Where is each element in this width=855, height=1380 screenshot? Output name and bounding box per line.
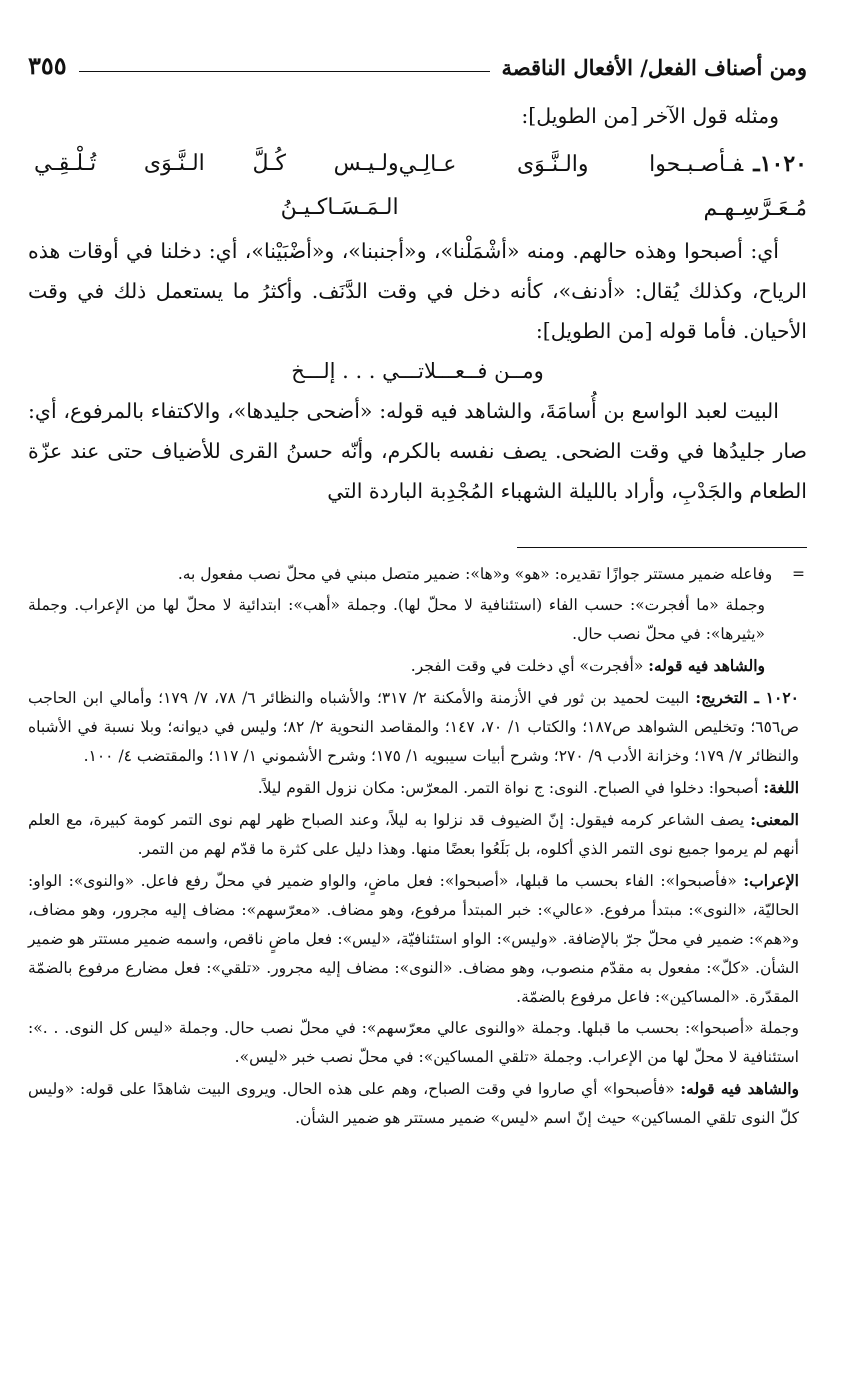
irab-text: «فأصبحوا»: الفاء بحسب ما قبلها، «أصبحوا»: فعل ماضٍ، والواو ضمير في محلّ رفع فاعل. «والنوى»: الواو: الحاليّة، «النوى»: مبتدأ مرفوع. «عالي»: خبر المبتدأ مرفوع، وهو مضاف. «معرّسهم»: مضاف إليه مجرور، وهو مضاف، و«هم»: ضمير في محلّ جرّ بالإضافة. «وليس»: الواو استئنافيّة، «ليس»: فعل ماضٍ ناقص، واسمه ضمير مستتر هو ضمير الشأن. «كلّ»: مفعول به مقدّم منصوب، وهو مضاف. «النوى»: مضاف إليه مجرور. «تلقي»: فعل مضارع مرفوع بالضمّة المقدّرة. «المساكين»: فاعل مرفوع بالضمّة. xyxy=(28,872,799,1006)
intro-line: ومثله قول الآخر [من الطويل]: xyxy=(521,104,779,128)
mana-label: المعنى: xyxy=(750,810,799,829)
footnote-separator xyxy=(517,547,807,548)
note-shahid-2 xyxy=(28,1074,805,1133)
shahid-label-1: والشاهد فيه قوله: xyxy=(648,656,765,675)
mana-text: يصف الشاعر كرمه فيقول: إنّ الضيوف قد نزلوا به ليلاً، وعند الصباح ظهر لهم نوى التمر كومة كبيرة، مع العلم أنهم لم يرموا جميع نوى التمر الذي أكلوه، بل بَلَعُوا بعضًا منها. وهذا دليل على كثرة ما قدّم لهم من التمر. xyxy=(28,811,799,858)
shahid-text-2: «فأصبحوا» أي صاروا في وقت الصباح، وهم على هذه الحال. ويروى البيت شاهدًا على قوله: «وليس كلّ النوى تلقي المساكين» حيث إنّ اسم «ليس» ضمير مستتر هو ضمير الشأن. xyxy=(28,1080,799,1127)
shahid-text-1: «أفجرت» أي دخلت في وقت الفجر. xyxy=(410,657,644,675)
note-shahid-1 xyxy=(28,651,805,681)
shahid-label-2: والشاهد فيه قوله: xyxy=(680,1079,799,1098)
verse-second-hemistich: ولـيـس كُـلَّ الـنَّـوَى تُـلْـقِـي الـمَـسَـاكـيـنُ xyxy=(34,151,399,220)
main-text xyxy=(28,96,807,511)
verse-first-hemistich xyxy=(399,142,807,231)
note-jumla-1: وجملة «ما أفجرت»: حسب الفاء (استئنافية لا محلّ لها). وجملة «أهب»: ابتدائية لا محلّ لها من الإعراب. وجملة «يثيرها»: في محلّ نصب حال. xyxy=(28,596,765,643)
lugha-label: اللغة: xyxy=(763,778,799,797)
running-title: ومن أصناف الفعل/ الأفعال الناقصة xyxy=(501,55,807,80)
note-continuation xyxy=(28,560,805,589)
continuation-mark: = xyxy=(792,565,805,583)
note-mana xyxy=(28,805,805,864)
page-header xyxy=(28,40,807,80)
verse-2: ومــن فــعـــلاتـــي . . . إلـــخ xyxy=(291,359,544,383)
note-irab xyxy=(28,866,805,1012)
note-jumla-2: وجملة «أصبحوا»: بحسب ما قبلها. وجملة «والنوى عالي معرّسهم»: في محلّ نصب حال. وجملة «ليس كل النوى. . .»: استئنافية لا محلّ لها من الإعراب. وجملة «تلقي المساكين»: في محلّ نصب خبر «ليس». xyxy=(28,1019,799,1066)
verse-1020 xyxy=(28,142,807,231)
header-rule xyxy=(79,71,490,72)
verse-number: ١٠٢٠ـ xyxy=(753,151,807,177)
verse-first-text: فـأصـبـحوا والـنَّـوَى عـالِـي مُـعَـرَّسِـهـم xyxy=(398,152,807,221)
paragraph-1: أي: أصبحوا وهذه حالهم. ومنه «أشْمَلْنا»، و«أجنبنا»، و«أضْبَيْنا»، أي: دخلنا في أوقات هذه الرياح، وكذلك يُقال: «أدنف»، كأنه دخل في وقت الدَّنَف. وأكثرُ ما يستعمل ذلك في وقت الأحيان. فأما قوله [من الطويل]: xyxy=(28,239,807,343)
takhrij-label: ١٠٢٠ ـ التخريج: xyxy=(695,688,799,707)
irab-label: الإعراب: xyxy=(743,871,799,890)
paragraph-2: البيت لعبد الواسع بن أُسامَةَ، والشاهد فيه قوله: «أضحى جليدها»، والاكتفاء بالمرفوع، أي: صار جليدُها في وقت الضحى. يصف نفسه بالكرم، وأنّه حسنُ القرى للأضياف حتى عند عزّة الطعام والجَدْبِ، وأراد بالليلة الشهباء المُجْدِبة الباردة التي xyxy=(28,399,807,503)
page-number: ٣٥٥ xyxy=(28,51,67,80)
takhrij-text: البيت لحميد بن ثور في الأزمنة والأمكنة ٢/ ٣١٧؛ والأشباه والنظائر ٦/ ٧٨، ٧/ ١٧٩؛ وأمالي ابن الحاجب ص٦٥٦؛ وتخليص الشواهد ص١٨٧؛ والكتاب ١/ ٧٠، ١٤٧؛ والمقاصد النحوية ٢/ ٨٢؛ وليس في ديوانه؛ وبلا نسبة في الأشباه والنظائر ٧/ ١٧٩؛ وخزانة الأدب ٩/ ٢٧٠؛ وشرح أبيات سيبويه ١/ ١٧٥؛ وشرح الأشموني ١/ ١١٧؛ والمقتضب ٤/ ١٠٠. xyxy=(28,689,800,765)
note-lugha xyxy=(28,773,805,803)
footnotes xyxy=(28,560,807,1133)
note-line-1: وفاعله ضمير مستتر جوازًا تقديره: «هو» و«ها»: ضمير متصل مبني في محلّ نصب مفعول به. xyxy=(177,565,773,583)
lugha-text: أصبحوا: دخلوا في الصباح. النوى: ج نواة التمر. المعرّس: مكان نزول القوم ليلاً. xyxy=(257,779,759,797)
note-takhrij xyxy=(28,683,805,771)
